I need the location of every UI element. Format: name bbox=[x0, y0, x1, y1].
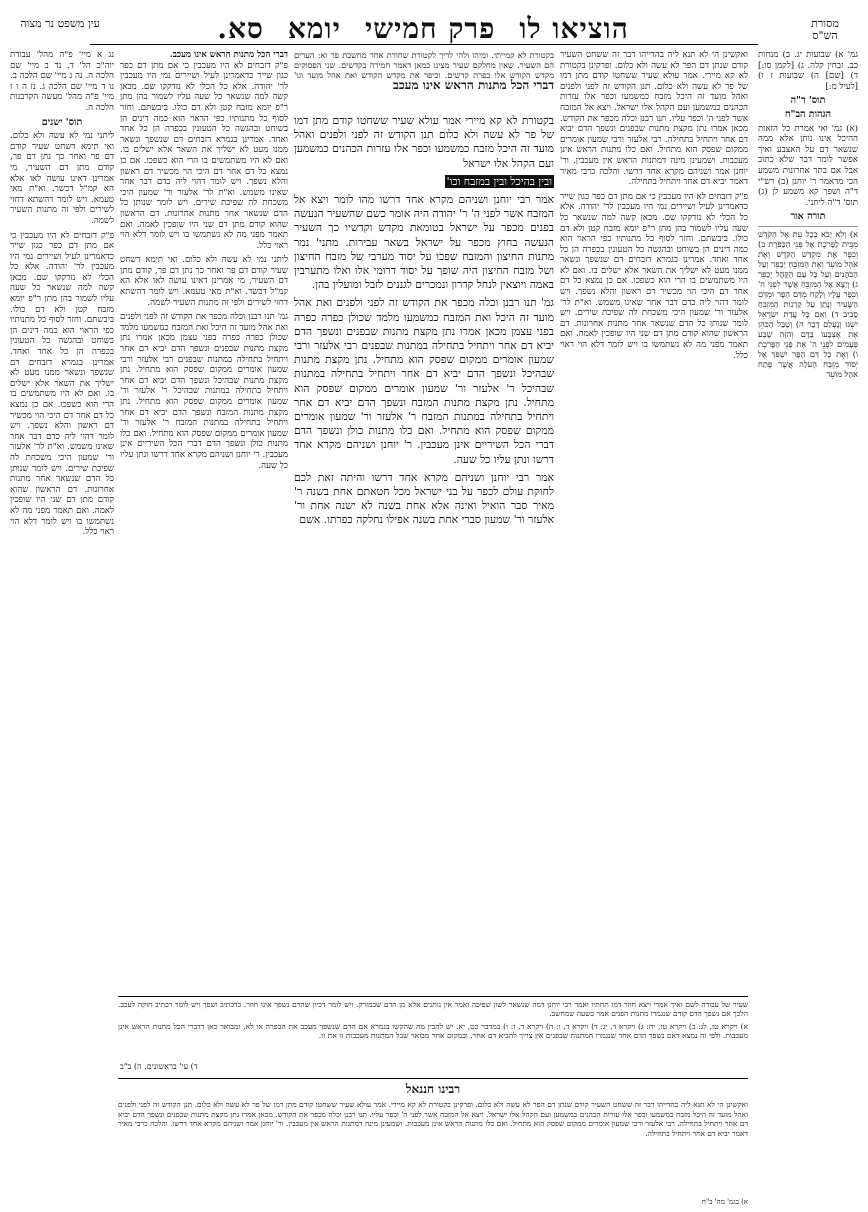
rashi-text: ואקשינן הי לא תנא ליה בהדייהו דבר זה ששחט השעיר קודם שנתן דם הפר לא עשה ולא כלום. ופרקינן בקטורת לא קא מיירי. אמר עולא שעיר ששחטו קודם מתן דמו של פר לא עשה ולא כלום. תנן הקודש זה לפני ולפנים ואהל מועד זה היכל מזבח כמשמעו וכפר אלו עזרות הכהנים כמשמען ועם הקהל אלו ישראל. ויצא אל המזבח אשר לפני ה' וכפר עליו. תנו רבנן וכלה מכפר את הקודש. מכאן אמרו נתן מקצת מתנות שבפנים ונשפך הדם יביא דם אחר ויתחיל בתחילה. רבי אלעזר ורבי שמעון אומרים ממקום שפסק הוא מתחיל. ואם כלו מתנות הראש אינן מעכבות. ושמעינן מינה דמתנות הראש אין מעכבין. ור' יוחנן אמר ושניהם מקרא אחד דרשו. והלכה כרבי מאיר דאמר יביא דם אחר ויתחיל בתחילה. bbox=[560, 50, 748, 188]
footnote-block: א) ויקרא טז, לג: ב) ויקרא טז, יח: ג) ויקרא ד, יג: ד) ויקרא ד, ו: ה) ויקרא ד, ז: ו) במדבר כט, יא. יש להבין מה שהקשו בגמרא אם הדם שנשפך מעכב את הכפרה או לא, ומבואר כאן דדברי הכל מתנות הראש אינן מעכבות. ולפי זה נמצא דאם נשפך הדם אחר שנגמרו המתנות שבפנים אין צריך להביא דם אחר. ובמקום אחר מבואר שכל המתנות מעכבות זו את זו. bbox=[118, 1022, 748, 1041]
left-margin-column bbox=[10, 50, 114, 1050]
ein-mishpat-label: עין משפט נר מצוה bbox=[20, 17, 100, 30]
gemara-intro: בקטורת לא קא מיירי אמר עולא שעיר ששחטו קודם מתן דמו של פר לא עשה ולא כלום תנן הקודש זה לפני ולפנים ואהל מועד זה היכל מזבח כמשמעו וכפר אלו עזרות הכהנים כמשמען ועם הקהל אלו ישראל bbox=[294, 114, 554, 170]
mesorat-hashas-label: מסורת הש"ס bbox=[811, 17, 839, 42]
tosafot-body: פ"ק דזבחים לא היו מעכבין כי אם מתן דם כפר כגון שייר כדאמרינן לעיל ושיירים נמי היו מעכבין לר' יהודה. אלא כל הכלי לא נזדקקו שם. מכאן קשה למה שנשאר כל שעה עליו לשמור בהן מתן ר"פ יומא מזבח קטן ולא דם כולו. ביבשתם. וחזר לסוף כל מתנותיו כפי הראוי הוא כמה דינים הן בשוחט ובהגשה כל הטעונין בכפרה הן כל אחד ואחד. אמרינן בגמרא דזבחים דם שנשפך ונשאר ממנו מעט לא ישליך את השאר אלא ישלים בו. ואם לא היו משתמשים בו הרי הוא כשפכו. אם כן נמצא כל דם אחר דם היכי הוי מכשיר דם ראשון והלא נשפך. ויש לומר דהוי ליה כדם דבר אחר שאינו משמש. וא"ת לר' אלעזר ור' שמעון היכי משכחת לה שפיכת שירים. ויש לומר שנותן כל הדם שנשאר אחר מתנות אחרונות. דם הראשון שהוא קודם מתן דם שני היו שופכין לאמה. ואם תאמר מפני מה לא נשתמשו בו ויש לומר דלא הוי ראוי כלל. bbox=[120, 60, 288, 251]
gemara-main: אמר רבי יוחנן ושניהם מקרא אחד דרשו מהו לומר ויצא אל המזבח אשר לפני ה' ר' יהודה היה אומר כשם שהשעיר הנעשה בפנים מכפר על ישראל בטומאת מקדש וקדשיו כך השעיר הנעשה בחוץ מכפר על ישראל בשאר עבירות. מתני' נמר מתנות החיצון והמזבח שפכו על יסוד מערבי של מזבח החיצון ושל מזבח החיצון היה שופך על יסוד דרומי אלו ואלו מתערבין באמה ויוצאין לנחל קדרון ונמכרים לגננים לזבל ומועלין בהן. bbox=[294, 193, 554, 292]
tosafot-side: ליתני נמי לא עשה ולא כלום. ואי תימא דשחט שעיר קודם דם פר ואחר כך נתן דם פר, קודם מתן דם השעיר, מי אמרינן דאינו עושה לאו אלא הא קמ"ל דכשר. וא"ת מאי טעמא. ויש לומר דהשתא דחזי לשירים ולפי זה מתנות השעיר לשמה. bbox=[120, 255, 288, 308]
tosafot-yeshanim-more: פ"ק דזבחים לא היו מעכבין כי אם מתן דם כפר כגון שייר כדאמרינן לעיל ושיירים נמי היו מעכבין לר' יהודה. אלא כל הכלי לא נזדקקו שם. מכאן קשה למה שנשאר כל שעה עליו לשמור בהן מתן ר"פ יומא מזבח קטן ולא דם כולו. ביבשתם. וחזר לסוף כל מתנותיו כפי הראוי הוא כמה דינים הן בשוחט ובהגשה כל הטעונין בכפרה הן כל אחד ואחד. אמרינן בגמרא דזבחים דם שנשפך ונשאר ממנו מעט לא ישליך את השאר אלא ישלים בו. ואם לא היו משתמשים בו הרי הוא כשפכו. אם כן נמצא כל דם אחר דם היכי הוי מכשיר דם ראשון והלא נשפך. ויש לומר דהוי ליה כדם דבר אחר שאינו משמש. וא"ת לר' אלעזר ור' שמעון היכי משכחת לה שפיכת שירים. ויש לומר שנותן כל הדם שנשאר אחר מתנות אחרונות. דם הראשון שהוא קודם מתן דם שני היו שופכין לאמה. ואם תאמר מפני מה לא נשתמשו בו ויש לומר דלא הוי ראוי כלל. bbox=[10, 230, 114, 538]
header-word-folio: סא. bbox=[217, 12, 264, 45]
dotted-note: ד) עי' בראשונים. ה) ב"ב bbox=[120, 1062, 198, 1071]
rabbenu-chananel-text: ואקשינן הי לא תנא ליה בהדייהו דבר זה ששחט השעיר קודם שנתן דם הפר לא עשה ולא כלום. ופרקינן בקטורת לא קא מיירי. אמר עולא שעיר ששחטו קודם מתן דמו של פר לא עשה ולא כלום. תנן הקודש זה לפני ולפנים ואהל מועד זה היכל מזבח כמשמעו וכפר אלו עזרות הכהנים כמשמען ועם הקהל אלו ישראל. ויצא אל המזבח אשר לפני ה' וכפר עליו. תנו רבנן וכלה מכפר את הקודש. מכאן אמרו נתן מקצת מתנות שבפנים ונשפך הדם יביא דם אחר ויתחיל בתחילה. רבי אלעזר ורבי שמעון אומרים ממקום שפסק הוא מתחיל. ואם כלו מתנות הראש אינן מעכבות. ושמעינן מינה דמתנות הראש אין מעכבין. ור' יוחנן אמר ושניהם מקרא אחד דרשו. והלכה כרבי מאיר דאמר יביא דם אחר ויתחיל בתחילה. bbox=[118, 1100, 748, 1138]
header-word-chapter-number: פרק חמישי bbox=[364, 12, 496, 45]
bottom-footnote: א) בגמ' מה' ב"ח bbox=[701, 1198, 748, 1206]
rabbenu-divider bbox=[118, 1078, 748, 1079]
rashi-text-continued: פ"ק דזבחים לא היו מעכבין כי אם מתן דם כפר כגון שייר כדאמרינן לעיל ושיירים נמי היו מעכבין לר' יהודה. אלא כל הכלי לא נזדקקו שם. מכאן קשה למה שנשאר כל שעה עליו לשמור בהן מתן ר"פ יומא מזבח קטן ולא דם כולו. ביבשתם. וחזר לסוף כל מתנותיו כפי הראוי הוא כמה דינים הן בשוחט ובהגשה כל הטעונין בכפרה הן כל אחד ואחד. אמרינן בגמרא דזבחים דם שנשפך ונשאר ממנו מעט לא ישליך את השאר אלא ישלים בו. ואם לא היו משתמשים בו הרי הוא כשפכו. אם כן נמצא כל דם אחר דם היכי הוי מכשיר דם ראשון והלא נשפך. ויש לומר דהוי ליה כדם דבר אחר שאינו משמש. וא"ת לר' אלעזר ור' שמעון היכי משכחת לה שפיכת שירים. ויש לומר שנותן כל הדם שנשאר אחר מתנות אחרונות. דם הראשון שהוא קודם מתן דם שני היו שופכין לאמה. ואם תאמר מפני מה לא נשתמשו בו ויש לומר דלא הוי ראוי כלל. bbox=[560, 191, 748, 361]
rabbenu-chananel-title: רבינו חננאל bbox=[405, 1082, 461, 1096]
gemara-column bbox=[294, 114, 554, 994]
tosafot-yeshanim-title: תוס' ישנים bbox=[41, 116, 83, 128]
rashi-column bbox=[560, 50, 748, 990]
page-header bbox=[88, 10, 758, 44]
header-word-tractate: יומא bbox=[287, 12, 341, 45]
tosafot-body-repeat: גמ' תנו רבנן וכלה מכפר את הקודש זה לפני ולפנים ואת אהל מועד זה היכל ואת המזבח כמשמעו מלמד שכולן כפרה כפרה בפני עצמן מכאן אמרו נתן מקצת מתנות שבפנים ונשפך הדם יביא דם אחר ויתחיל בתחילה במתנות שבפנים רבי אלעזר ורבי שמעון אומרים ממקום שפסק הוא מתחיל. נתן מקצת מתנות שבהיכל ונשפך הדם יביא דם אחר ויתחיל בתחילה במתנות שבהיכל ר' אלעזר ור' שמעון אומרים ממקום שפסק הוא מתחיל. נתן מקצת מתנות המזבח ונשפך הדם יביא דם אחר ויתחיל בתחילה במתנות המזבח ר' אלעזר ור' שמעון אומרים ממקום שפסק הוא מתחיל. ואם כלו מתנות כולן ונשפך הדם דברי הכל השיריים אינן מעכבין. ר' יוחנן ושניהם מקרא אחד דרשו ונתן עליו כל שעה. bbox=[120, 312, 288, 471]
hagahot-title: הגהות הב"ח bbox=[784, 108, 832, 120]
bottom-divider bbox=[118, 996, 748, 997]
torah-or-title: תורה אור bbox=[790, 211, 826, 223]
lower-commentary: שעיר של עבודה לשם ואיך אמרי ויצא חוזר דמו תחתיו ואמר רבי יוחנן דמה שנשאר לשון שפיכה ואמר אין נותנים אלא מן הדם שבמזרק. ויש לומר דכיון שהדם נשפך אינו חוזר. כדכתיב ושפך ויש לומר דכתיב חוקה לעכב. הלכך אם נשפך הדם קודם שנגמרו מתנות הפנים אמר כשעה שמחשב. bbox=[118, 1000, 748, 1019]
center-top-text: בקטורת לא קמייתי. ומיהו ולהי לריך לקטורת שחורת אחר מחשבת פר וא: הערים הם השעיר. שאין מחלקם שעיר מצינו כמאן דאמר חמירה בקדשים. שני הפסוקים מקדש הקודש אלו כפרת קדשים. וכיפר את מקדש הקודש ואת אהל מועד וגו' bbox=[294, 50, 554, 80]
center-top-commentary bbox=[294, 50, 554, 110]
gemara-highlight: ובין בהיכל ובין במזבח וכו' bbox=[446, 174, 552, 188]
center-top-highlight: דברי הכל מתנות הראש אינו מעכב bbox=[393, 78, 554, 92]
tosafot-head: דברי הכל מתנות הראש אינו מעכב. bbox=[169, 50, 288, 60]
tosafot-ref: תוס' ד"ה bbox=[790, 95, 826, 107]
header-word-chapter-name: הוציאו לו bbox=[519, 12, 629, 45]
right-margin-column bbox=[758, 50, 858, 990]
tosafot-yeshanim-text: ליתני נמי לא עשה ולא כלום. ואי תימא דשחט שעיר קודם דם פר ואחר כך נתן דם פר, קודם מתן דם השעיר, מי אמרינן דאינו עושה לאו אלא הא קמ"ל דכשר. וא"ת מאי טעמא. ויש לומר דהשתא דחזי לשירים ולפי זה מתנות השעיר לשמה. bbox=[10, 131, 114, 226]
torah-or-verses: א) וְלֹא יָבֹא בְכָל עֵת אֶל הַקֹּדֶשׁ מִבֵּית לַפָּרֹכֶת אֶל פְּנֵי הַכַּפֹּרֶת ב) וְכִפֶּר אֶת מִקְדַּשׁ הַקֹּדֶשׁ וְאֶת אֹהֶל מוֹעֵד וְאֶת הַמִּזְבֵּחַ יְכַפֵּר וְעַל הַכֹּהֲנִים וְעַל כָּל עַם הַקָּהָל יְכַפֵּר ג) וְיָצָא אֶל הַמִּזְבֵּחַ אֲשֶׁר לִפְנֵי ה' וְכִפֶּר עָלָיו וְלָקַח מִדַּם הַפָּר וּמִדַּם הַשָּׂעִיר וְנָתַן עַל קַרְנוֹת הַמִּזְבֵּחַ סָבִיב ד) וְאִם כָּל עֲדַת יִשְׂרָאֵל יִשְׁגּוּ וְנֶעְלַם דָּבָר ה) וְטָבַל הַכֹּהֵן אֶת אֶצְבָּעוֹ בַּדָּם וְהִזָּה שֶׁבַע פְּעָמִים לִפְנֵי ה' אֶת פְּנֵי הַפָּרֹכֶת ו) וְאֶת כָּל דַּם הַפָּר יִשְׁפֹּךְ אֶל יְסוֹד מִזְבַּח הָעֹלָה אֲשֶׁר פֶּתַח אֹהֶל מוֹעֵד bbox=[758, 226, 858, 379]
hagahot-text: (א) גמ' ואי אמרת כל הזאות ההיכל אינו נותן אלא ממה שנשאר דם על האצבע ואיך אפשר לומר דבר שלא כתוב אבל אם בתר אחרונות משמע הכי מדאמר ר' יוחנן (ב) רש"י ד"ה ושפך קא משמע לן (ג) תוס' ד"ה ליתני. bbox=[758, 123, 858, 208]
header-divider bbox=[90, 44, 758, 45]
mesorah-text: גמ' א) שבועות יג. ב) מנחות כב. זבחין קלה. ג) [לקמן סו:] ד) [שם] ה) שבועות ז ו) [לעיל מ:] bbox=[758, 50, 858, 92]
gemara-end: אמר רבי יוחנן ושניהם מקרא אחד דרשו והיתה זאת לכם לחוקת עולם לכפר על בני ישראל מכל חטאתם אחת בשנה ר' מאיר סבר הואיל ואינה אלא אחת בשנה לא ישנה אחת ור' אלעזר ור' שמעון סברי אחת בשנה אפילו נחלקה כפרתו. אשם bbox=[294, 470, 554, 527]
gemara-tail: גמ' תנו רבנן וכלה מכפר את הקודש זה לפני ולפנים ואת אהל מועד זה היכל ואת המזבח כמשמעו מלמד שכולן כפרה כפרה בפני עצמן מכאן אמרו נתן מקצת מתנות שבפנים ונשפך הדם יביא דם אחר ויתחיל בתחילה במתנות שבפנים רבי אלעזר ורבי שמעון אומרים ממקום שפסק הוא מתחיל. נתן מקצת מתנות שבהיכל ונשפך הדם יביא דם אחר ויתחיל בתחילה במתנות שבהיכל ר' אלעזר ור' שמעון אומרים ממקום שפסק הוא מתחיל. נתן מקצת מתנות המזבח ונשפך הדם יביא דם אחר ויתחיל בתחילה במתנות המזבח ר' אלעזר ור' שמעון אומרים ממקום שפסק הוא מתחיל. ואם כלו מתנות כולן ונשפך הדם דברי הכל השיריים אינן מעכבין. ר' יוחנן ושניהם מקרא אחד דרשו ונתן עליו כל שעה. bbox=[294, 296, 554, 466]
header-title bbox=[88, 12, 758, 46]
tosafot-column bbox=[120, 50, 288, 990]
ein-mishpat-text: נג א מיי' פ"ה מהל' עבודת יוה"כ הל' ד. נד ב מיי' שם הלכה ה. נה ג מיי' שם הלכה ב. נו ד מיי' שם הלכה ג. נז ה ו ז מיי' פ"ה מהל' מעשה הקרבנות הלכה ה. bbox=[10, 50, 114, 113]
